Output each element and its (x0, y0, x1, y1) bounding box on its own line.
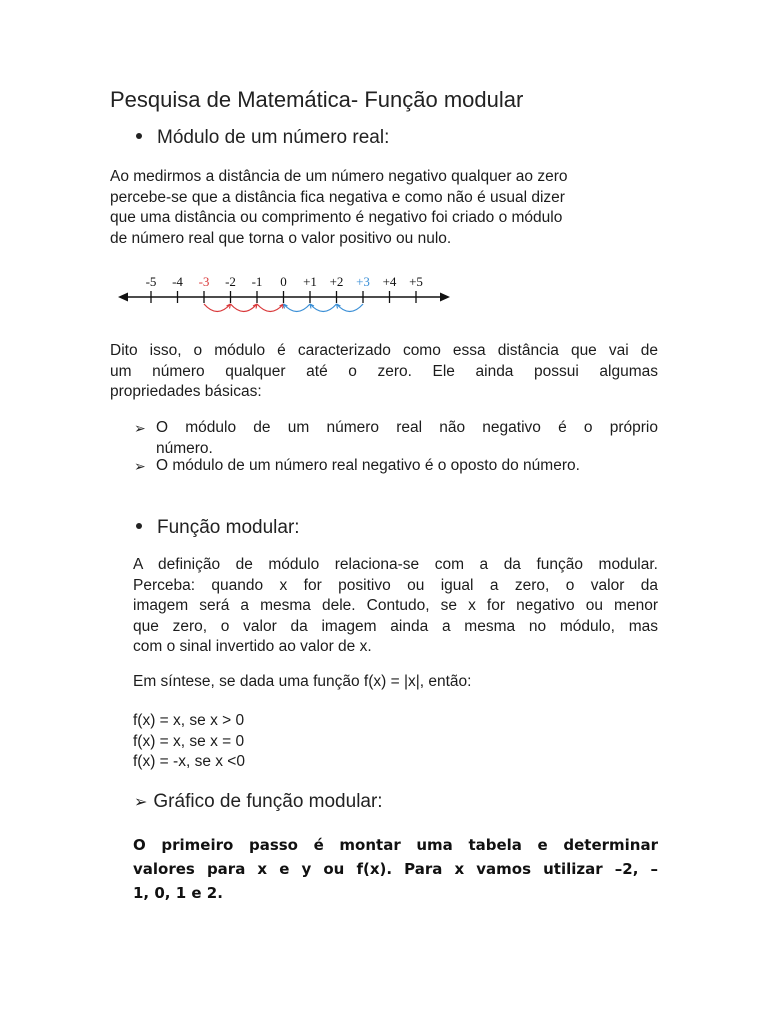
funcao-paragraph (133, 555, 658, 658)
number-line-label: -2 (225, 274, 236, 289)
paragraph-line: percebe-se que a distância fica negativa e como não é usual dizer (110, 188, 565, 206)
cases-block (133, 711, 245, 773)
intro-paragraph (110, 167, 640, 249)
distance-arc (257, 304, 284, 312)
bold-instruction-paragraph (133, 833, 658, 905)
section-heading-text: Gráfico de função modular: (153, 791, 383, 812)
properties-intro-paragraph (110, 341, 658, 403)
distance-arc (204, 304, 231, 312)
paragraph-line: que uma distância ou comprimento é negativo foi criado o módulo (110, 209, 563, 226)
section-heading-grafico (134, 790, 383, 815)
paragraph-line: Ao medirmos a distância de um número negativo qualquer ao zero (110, 168, 568, 185)
number-line-figure (110, 268, 460, 324)
case-line: f(x) = x, se x = 0 (133, 732, 245, 750)
right-arrowhead-icon (440, 293, 450, 302)
distance-arc (310, 304, 337, 312)
property-line: O módulo de um número real não negativo é o próprio (156, 419, 658, 436)
paragraph-line: Perceba: quando x for positivo ou igual a zero, o valor da (133, 576, 658, 594)
paragraph-line: com o sinal invertido ao valor de x. (133, 638, 372, 655)
section-heading-text: Módulo de um número real: (157, 127, 390, 148)
number-line-label: 0 (280, 274, 287, 289)
bullet-dot-icon (136, 523, 142, 529)
left-arrowhead-icon (118, 293, 128, 302)
number-line-label: -1 (251, 274, 263, 289)
section-heading-text: Função modular: (157, 517, 300, 538)
paragraph-line: imagem será a mesma dele. Contudo, se x for negativo ou menor (133, 597, 658, 614)
property-line: O módulo de um número real negativo é o oposto do número. (156, 457, 580, 474)
arrow-bullet-icon: ➢ (134, 458, 146, 474)
paragraph-line: que zero, o valor da imagem ainda a mesma no módulo, mas (133, 617, 658, 635)
arrow-bullet-icon: ➢ (134, 794, 148, 811)
distance-arc (284, 304, 311, 312)
number-line-label: -3 (198, 274, 210, 289)
page-title: Pesquisa de Matemática- Função modular (110, 87, 524, 112)
bold-line: valores para x e y ou f(x). Para x vamos utilizar –2, – (133, 860, 658, 878)
property-item (134, 456, 658, 478)
paragraph-line: Dito isso, o módulo é caracterizado como essa distância que vai de (110, 342, 658, 359)
section-heading-modulo (136, 126, 389, 150)
paragraph-line: A definição de módulo relaciona-se com a da função modular. (133, 556, 658, 573)
number-line-label: -5 (145, 274, 157, 289)
number-line-label: -4 (172, 274, 183, 289)
case-line: f(x) = x, se x > 0 (133, 712, 245, 729)
number-line-label: +1 (303, 274, 317, 289)
bold-line: O primeiro passo é montar uma tabela e determinar (133, 836, 658, 854)
case-line: f(x) = -x, se x <0 (133, 753, 245, 770)
property-line: número. (156, 439, 213, 457)
number-line-label: +2 (329, 274, 344, 289)
paragraph-line: de número real que torna o valor positivo ou nulo. (110, 229, 452, 247)
number-line-label: +3 (356, 274, 370, 289)
bold-line: 1, 0, 1 e 2. (133, 884, 223, 902)
section-heading-funcao (136, 516, 300, 540)
distance-arc (231, 304, 258, 312)
bullet-dot-icon (136, 133, 142, 139)
property-item (134, 418, 658, 460)
distance-arc (337, 304, 364, 312)
arrow-bullet-icon: ➢ (134, 420, 146, 436)
number-line-label: +4 (382, 274, 397, 289)
synthesis-line: Em síntese, se dada uma função f(x) = |x|, então: (133, 673, 472, 690)
number-line-label: +5 (409, 274, 423, 289)
paragraph-line: propriedades básicas: (110, 383, 262, 400)
paragraph-line: um número qualquer até o zero. Ele ainda possui algumas (110, 362, 658, 380)
